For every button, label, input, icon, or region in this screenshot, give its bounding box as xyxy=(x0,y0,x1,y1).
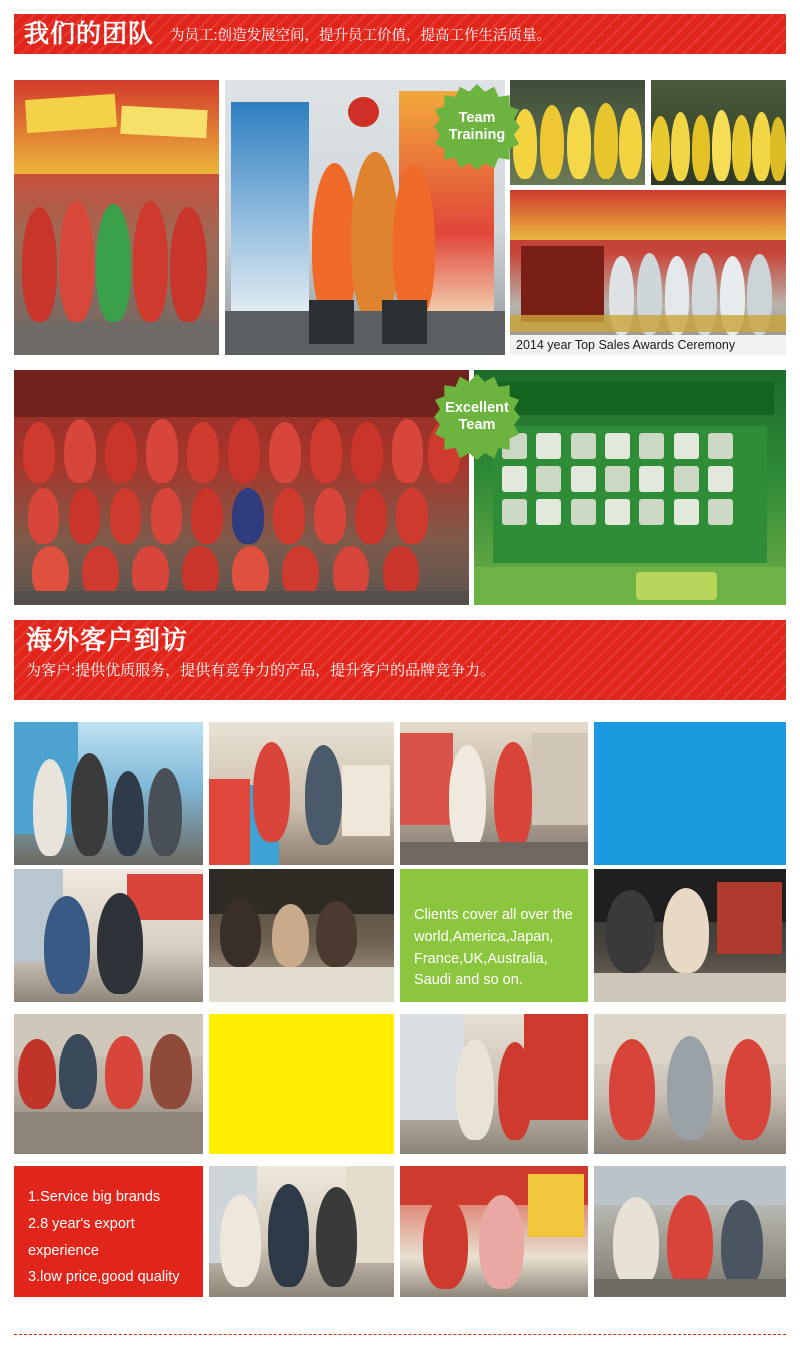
panel-blue-filler xyxy=(594,722,786,865)
badge-excellent-team-line1: Excellent xyxy=(445,400,509,417)
photo-client-visit-12 xyxy=(594,1166,786,1297)
photo-outdoor-team-yellow-shirts xyxy=(510,80,645,185)
photo-client-visit-2 xyxy=(209,722,394,865)
photo-client-visit-3 xyxy=(400,722,588,865)
photo-client-visit-8 xyxy=(400,1014,588,1154)
advantage-item-4: 4.fast delivery time xyxy=(28,1296,149,1313)
photo-client-visit-5 xyxy=(209,869,394,1002)
panel-clients-coverage-note xyxy=(400,869,588,1002)
advantage-item-1: 1.Service big brands xyxy=(28,1189,161,1205)
page-root xyxy=(0,14,800,1347)
photo-client-visit-1 xyxy=(14,722,203,865)
team-section-title: 我们的团队 xyxy=(24,19,155,48)
awards-ceremony-caption: 2014 year Top Sales Awards Ceremony xyxy=(510,335,786,355)
photo-store-group-photo xyxy=(14,80,219,355)
photo-elite-team-wall-photo xyxy=(474,370,786,605)
advantage-item-2: 2.8 year's export experience xyxy=(28,1215,135,1259)
photo-client-visit-4 xyxy=(14,869,203,1002)
clients-section-subtitle: 为客户:提供优质服务，提供有竞争力的产品，提升客户的品牌竞争力。 xyxy=(26,662,496,679)
team-section-header xyxy=(14,14,786,54)
badge-excellent-team-line2: Team xyxy=(458,417,496,433)
photo-client-visit-10 xyxy=(209,1166,394,1297)
clients-coverage-text: Clients cover all over the world,America,Japan, France,UK,Australia, Saudi and so on. xyxy=(414,907,573,989)
panel-advantages xyxy=(14,1166,203,1313)
photo-client-visit-7 xyxy=(14,1014,203,1154)
advantage-item-3: 3.low price,good quality xyxy=(28,1269,180,1286)
footer-divider xyxy=(14,1334,786,1335)
photo-client-visit-9 xyxy=(594,1014,786,1154)
clients-section-header xyxy=(14,620,786,700)
badge-team-training-line2: Training xyxy=(448,127,506,143)
photo-team-gathering-yellow xyxy=(651,80,786,185)
clients-section-title: 海外客户到访 xyxy=(26,625,189,655)
badge-team-training-line1: Team xyxy=(458,110,496,127)
photo-awards-ceremony-photo xyxy=(510,190,786,355)
photo-client-visit-6 xyxy=(594,869,786,1002)
photo-client-visit-11 xyxy=(400,1166,588,1297)
panel-yellow-filler xyxy=(209,1014,394,1154)
photo-company-large-group-photo xyxy=(14,370,469,605)
team-section-subtitle: 为员工:创造发展空间，提升员工价值，提高工作生活质量。 xyxy=(170,27,552,44)
badge-team-training xyxy=(434,84,520,170)
badge-excellent-team xyxy=(434,374,520,460)
